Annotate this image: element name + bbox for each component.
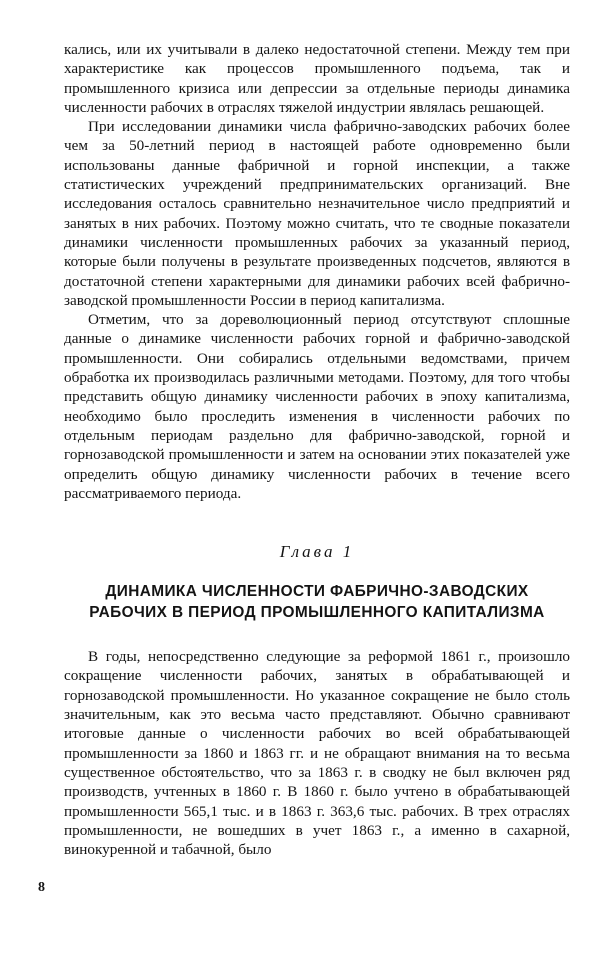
chapter-body-paragraph: В годы, непосредственно следующие за реформой 1861 г., произошло сокращение численности рабочих, занятых в обрабатывающей и горнозаводской промышленности. Но указанное сокращение не было столь значительным, как это весьма часто представляют. Обычно сравнивают итоговые данные о численности рабочих во всей обрабатывающей промышленности за 1860 и 1863 гг. и не обращают внимания на то весьма существенное обстоятельство, что за 1863 г. в сводку не был включен ряд производств, учтенных в 1860 г. В 1860 г. было учтено в обрабатывающей промышленности 565,1 тыс. и в 1863 г. 363,6 тыс. рабочих. В трех отраслях промышленности, не вошедших в учет 1863 г., а именно в сахарной, винокуренной и табачной, было — [64, 648, 570, 859]
page-content — [64, 40, 570, 859]
paragraph-1: кались, или их учитывали в далеко недостаточной степени. Между тем при характеристике как процессов промышленного подъема, так и промышленного кризиса или депрессии за отдельные периоды динамика численности рабочих в отраслях тяжелой индустрии являлась решающей. — [64, 41, 570, 116]
chapter-title-line-1: ДИНАМИКА ЧИСЛЕННОСТИ ФАБРИЧНО-ЗАВОДСКИХ — [105, 583, 529, 601]
paragraph-3: Отметим, что за дореволюционный период отсутствуют сплошные данные о динамике численности рабочих горной и фабрично-заводской промышленности. Они собирались отдельными ведомствами, причем обработка их производилась различными методами. Поэтому, для того чтобы представить общую динамику численности рабочих в эпоху капитализма, необходимо было проследить изменения в численности рабочих по отдельным периодам раздельно для фабрично-заводской, горной и горнозаводской промышленности и затем на основании этих показателей уже определить общую динамику численности рабочих в течение всего рассматриваемого периода. — [64, 311, 570, 502]
page-number: 8 — [38, 880, 45, 895]
paragraph-2: При исследовании динамики числа фабрично-заводских рабочих более чем за 50-летний период в настоящей работе одновременно были использованы данные фабричной и горной инспекции, а также статистических учреждений предпринимательских организаций. Вне исследования осталось сравнительно незначительное число предприятий и занятых в них рабочих. Поэтому можно считать, что те сводные показатели динамики численности промышленных рабочих за указанный период, которые были получены в результате произведенных подсчетов, являются в достаточной степени характерными для динамики рабочих всей фабрично-заводской промышленности России в период капитализма. — [64, 118, 570, 309]
chapter-title — [64, 581, 570, 623]
chapter-label: Глава 1 — [279, 542, 355, 562]
chapter-title-line-2: РАБОЧИХ В ПЕРИОД ПРОМЫШЛЕННОГО КАПИТАЛИЗМА — [89, 604, 545, 622]
